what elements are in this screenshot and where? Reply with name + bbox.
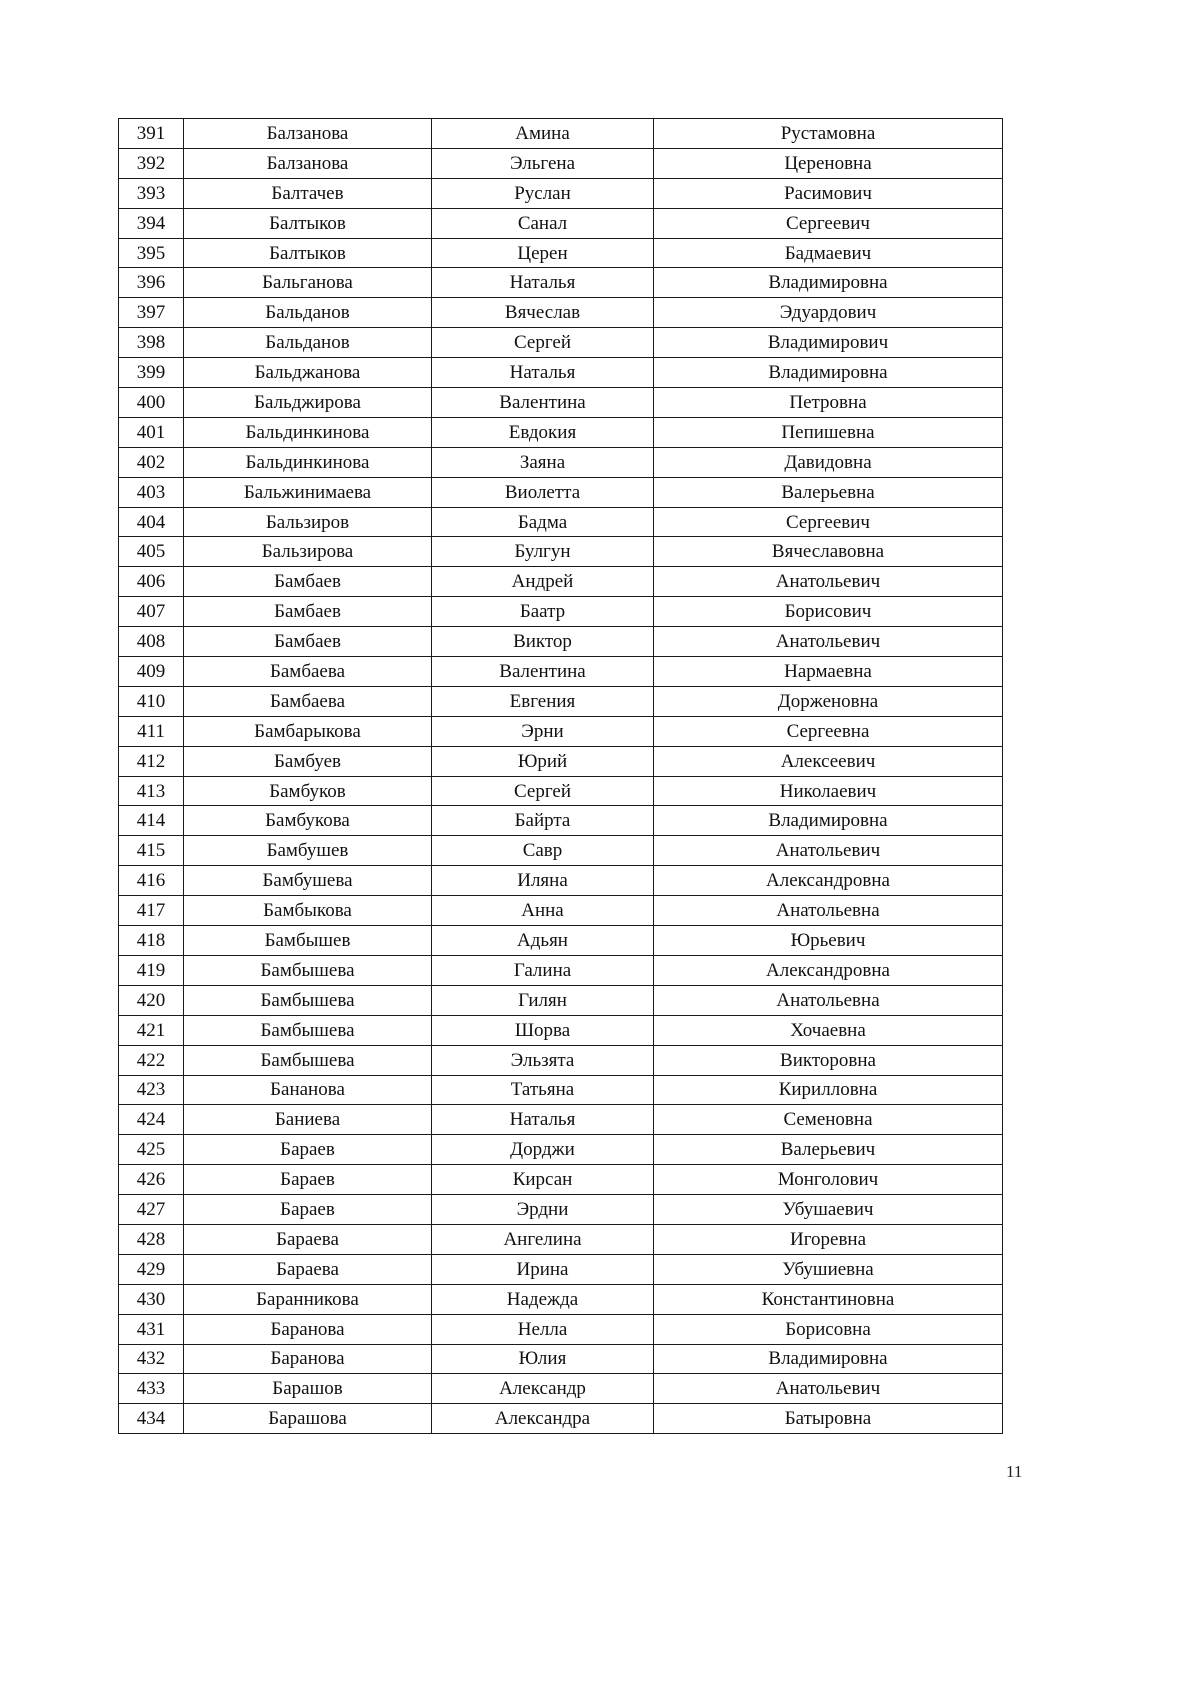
row-number-cell: 404: [119, 507, 184, 537]
patronymic-cell: Сергеевна: [654, 716, 1003, 746]
table-row: [119, 836, 1003, 866]
page-number: 11: [1006, 1462, 1023, 1481]
table-row: [119, 1165, 1003, 1195]
patronymic-cell: Рустамовна: [654, 119, 1003, 149]
last-name-cell: Балтыков: [184, 238, 432, 268]
first-name-cell: Юлия: [432, 1344, 654, 1374]
last-name-cell: Бамбышева: [184, 1045, 432, 1075]
row-number-cell: 391: [119, 119, 184, 149]
first-name-cell: Савр: [432, 836, 654, 866]
patronymic-cell: Нармаевна: [654, 657, 1003, 687]
last-name-cell: Бальджирова: [184, 388, 432, 418]
table-row: [119, 985, 1003, 1015]
row-number-cell: 403: [119, 477, 184, 507]
table-row: [119, 686, 1003, 716]
patronymic-cell: Владимировна: [654, 1344, 1003, 1374]
row-number-cell: 397: [119, 298, 184, 328]
first-name-cell: Евгения: [432, 686, 654, 716]
first-name-cell: Наталья: [432, 268, 654, 298]
last-name-cell: Бамбаев: [184, 627, 432, 657]
last-name-cell: Баранова: [184, 1314, 432, 1344]
row-number-cell: 401: [119, 417, 184, 447]
table-row: [119, 507, 1003, 537]
first-name-cell: Татьяна: [432, 1075, 654, 1105]
table-row: [119, 148, 1003, 178]
last-name-cell: Бальганова: [184, 268, 432, 298]
table-row: [119, 1284, 1003, 1314]
first-name-cell: Руслан: [432, 178, 654, 208]
last-name-cell: Бамбаева: [184, 686, 432, 716]
first-name-cell: Анна: [432, 896, 654, 926]
patronymic-cell: Борисович: [654, 597, 1003, 627]
first-name-cell: Виолетта: [432, 477, 654, 507]
patronymic-cell: Цереновна: [654, 148, 1003, 178]
patronymic-cell: Алексеевич: [654, 746, 1003, 776]
patronymic-cell: Владимировна: [654, 268, 1003, 298]
first-name-cell: Санал: [432, 208, 654, 238]
last-name-cell: Балтыков: [184, 208, 432, 238]
table-row: [119, 657, 1003, 687]
patronymic-cell: Борисовна: [654, 1314, 1003, 1344]
first-name-cell: Эльзята: [432, 1045, 654, 1075]
last-name-cell: Бамбышева: [184, 1015, 432, 1045]
table-row: [119, 298, 1003, 328]
table-row: [119, 1404, 1003, 1434]
first-name-cell: Гилян: [432, 985, 654, 1015]
last-name-cell: Бамбукова: [184, 806, 432, 836]
row-number-cell: 425: [119, 1135, 184, 1165]
row-number-cell: 427: [119, 1195, 184, 1225]
row-number-cell: 429: [119, 1254, 184, 1284]
row-number-cell: 409: [119, 657, 184, 687]
table-row: [119, 1344, 1003, 1374]
patronymic-cell: Анатольевич: [654, 567, 1003, 597]
first-name-cell: Виктор: [432, 627, 654, 657]
row-number-cell: 410: [119, 686, 184, 716]
roster-body: [119, 119, 1003, 1434]
patronymic-cell: Петровна: [654, 388, 1003, 418]
table-row: [119, 1015, 1003, 1045]
name-roster-table: [118, 118, 1003, 1434]
first-name-cell: Бадма: [432, 507, 654, 537]
patronymic-cell: Пепишевна: [654, 417, 1003, 447]
patronymic-cell: Кирилловна: [654, 1075, 1003, 1105]
last-name-cell: Баранникова: [184, 1284, 432, 1314]
first-name-cell: Адьян: [432, 926, 654, 956]
row-number-cell: 398: [119, 328, 184, 358]
patronymic-cell: Батыровна: [654, 1404, 1003, 1434]
patronymic-cell: Хочаевна: [654, 1015, 1003, 1045]
first-name-cell: Шорва: [432, 1015, 654, 1045]
row-number-cell: 413: [119, 776, 184, 806]
first-name-cell: Наталья: [432, 1105, 654, 1135]
first-name-cell: Валентина: [432, 388, 654, 418]
patronymic-cell: Вячеславовна: [654, 537, 1003, 567]
first-name-cell: Нелла: [432, 1314, 654, 1344]
last-name-cell: Барашов: [184, 1374, 432, 1404]
table-row: [119, 926, 1003, 956]
row-number-cell: 421: [119, 1015, 184, 1045]
first-name-cell: Надежда: [432, 1284, 654, 1314]
last-name-cell: Бальзиров: [184, 507, 432, 537]
last-name-cell: Бамбышева: [184, 955, 432, 985]
row-number-cell: 417: [119, 896, 184, 926]
patronymic-cell: Убушиевна: [654, 1254, 1003, 1284]
last-name-cell: Бамбыкова: [184, 896, 432, 926]
table-row: [119, 597, 1003, 627]
first-name-cell: Евдокия: [432, 417, 654, 447]
row-number-cell: 433: [119, 1374, 184, 1404]
row-number-cell: 432: [119, 1344, 184, 1374]
patronymic-cell: Анатольевна: [654, 985, 1003, 1015]
first-name-cell: Кирсан: [432, 1165, 654, 1195]
table-row: [119, 627, 1003, 657]
table-row: [119, 866, 1003, 896]
last-name-cell: Бамбарыкова: [184, 716, 432, 746]
last-name-cell: Бамбуев: [184, 746, 432, 776]
patronymic-cell: Убушаевич: [654, 1195, 1003, 1225]
patronymic-cell: Давидовна: [654, 447, 1003, 477]
last-name-cell: Бамбушева: [184, 866, 432, 896]
table-row: [119, 1075, 1003, 1105]
first-name-cell: Булгун: [432, 537, 654, 567]
table-row: [119, 388, 1003, 418]
row-number-cell: 394: [119, 208, 184, 238]
last-name-cell: Бамбаев: [184, 597, 432, 627]
first-name-cell: Сергей: [432, 328, 654, 358]
table-row: [119, 238, 1003, 268]
first-name-cell: Заяна: [432, 447, 654, 477]
table-row: [119, 178, 1003, 208]
first-name-cell: Эрдни: [432, 1195, 654, 1225]
row-number-cell: 395: [119, 238, 184, 268]
last-name-cell: Балзанова: [184, 148, 432, 178]
last-name-cell: Бальжинимаева: [184, 477, 432, 507]
patronymic-cell: Владимировна: [654, 358, 1003, 388]
table-row: [119, 1105, 1003, 1135]
patronymic-cell: Сергеевич: [654, 507, 1003, 537]
first-name-cell: Эльгена: [432, 148, 654, 178]
row-number-cell: 416: [119, 866, 184, 896]
last-name-cell: Балтачев: [184, 178, 432, 208]
first-name-cell: Юрий: [432, 746, 654, 776]
row-number-cell: 407: [119, 597, 184, 627]
patronymic-cell: Расимович: [654, 178, 1003, 208]
last-name-cell: Балзанова: [184, 119, 432, 149]
row-number-cell: 430: [119, 1284, 184, 1314]
table-row: [119, 567, 1003, 597]
first-name-cell: Наталья: [432, 358, 654, 388]
table-row: [119, 1254, 1003, 1284]
patronymic-cell: Валерьевич: [654, 1135, 1003, 1165]
row-number-cell: 426: [119, 1165, 184, 1195]
table-row: [119, 537, 1003, 567]
first-name-cell: Сергей: [432, 776, 654, 806]
row-number-cell: 422: [119, 1045, 184, 1075]
row-number-cell: 414: [119, 806, 184, 836]
row-number-cell: 411: [119, 716, 184, 746]
table-row: [119, 1135, 1003, 1165]
last-name-cell: Бальданов: [184, 298, 432, 328]
last-name-cell: Бараева: [184, 1254, 432, 1284]
row-number-cell: 392: [119, 148, 184, 178]
last-name-cell: Баранова: [184, 1344, 432, 1374]
first-name-cell: Церен: [432, 238, 654, 268]
table-row: [119, 1374, 1003, 1404]
table-row: [119, 1224, 1003, 1254]
patronymic-cell: Монголович: [654, 1165, 1003, 1195]
first-name-cell: Байрта: [432, 806, 654, 836]
patronymic-cell: Семеновна: [654, 1105, 1003, 1135]
row-number-cell: 402: [119, 447, 184, 477]
row-number-cell: 399: [119, 358, 184, 388]
first-name-cell: Александра: [432, 1404, 654, 1434]
row-number-cell: 415: [119, 836, 184, 866]
row-number-cell: 423: [119, 1075, 184, 1105]
patronymic-cell: Анатольевич: [654, 627, 1003, 657]
patronymic-cell: Константиновна: [654, 1284, 1003, 1314]
first-name-cell: Андрей: [432, 567, 654, 597]
last-name-cell: Бамбушев: [184, 836, 432, 866]
patronymic-cell: Игоревна: [654, 1224, 1003, 1254]
first-name-cell: Эрни: [432, 716, 654, 746]
patronymic-cell: Викторовна: [654, 1045, 1003, 1075]
patronymic-cell: Дорженовна: [654, 686, 1003, 716]
row-number-cell: 408: [119, 627, 184, 657]
last-name-cell: Бальданов: [184, 328, 432, 358]
patronymic-cell: Эдуардович: [654, 298, 1003, 328]
first-name-cell: Александр: [432, 1374, 654, 1404]
table-row: [119, 328, 1003, 358]
row-number-cell: 396: [119, 268, 184, 298]
first-name-cell: Вячеслав: [432, 298, 654, 328]
last-name-cell: Бараева: [184, 1224, 432, 1254]
last-name-cell: Бамбышева: [184, 985, 432, 1015]
table-row: [119, 896, 1003, 926]
patronymic-cell: Валерьевна: [654, 477, 1003, 507]
table-row: [119, 716, 1003, 746]
last-name-cell: Бараев: [184, 1195, 432, 1225]
first-name-cell: Иляна: [432, 866, 654, 896]
row-number-cell: 431: [119, 1314, 184, 1344]
table-row: [119, 746, 1003, 776]
first-name-cell: Галина: [432, 955, 654, 985]
row-number-cell: 420: [119, 985, 184, 1015]
first-name-cell: Амина: [432, 119, 654, 149]
row-number-cell: 400: [119, 388, 184, 418]
patronymic-cell: Анатольевна: [654, 896, 1003, 926]
patronymic-cell: Александровна: [654, 866, 1003, 896]
first-name-cell: Баатр: [432, 597, 654, 627]
table-row: [119, 477, 1003, 507]
row-number-cell: 418: [119, 926, 184, 956]
last-name-cell: Бараев: [184, 1135, 432, 1165]
row-number-cell: 405: [119, 537, 184, 567]
last-name-cell: Бананова: [184, 1075, 432, 1105]
last-name-cell: Барашова: [184, 1404, 432, 1434]
first-name-cell: Дорджи: [432, 1135, 654, 1165]
table-row: [119, 955, 1003, 985]
last-name-cell: Бамбышев: [184, 926, 432, 956]
table-row: [119, 1195, 1003, 1225]
row-number-cell: 428: [119, 1224, 184, 1254]
last-name-cell: Бамбаев: [184, 567, 432, 597]
row-number-cell: 393: [119, 178, 184, 208]
first-name-cell: Ирина: [432, 1254, 654, 1284]
patronymic-cell: Владимирович: [654, 328, 1003, 358]
last-name-cell: Бальзирова: [184, 537, 432, 567]
first-name-cell: Ангелина: [432, 1224, 654, 1254]
row-number-cell: 412: [119, 746, 184, 776]
first-name-cell: Валентина: [432, 657, 654, 687]
last-name-cell: Бараев: [184, 1165, 432, 1195]
table-row: [119, 1045, 1003, 1075]
last-name-cell: Бамбуков: [184, 776, 432, 806]
row-number-cell: 419: [119, 955, 184, 985]
table-row: [119, 776, 1003, 806]
table-row: [119, 268, 1003, 298]
table-row: [119, 1314, 1003, 1344]
table-row: [119, 119, 1003, 149]
patronymic-cell: Юрьевич: [654, 926, 1003, 956]
table-row: [119, 208, 1003, 238]
row-number-cell: 406: [119, 567, 184, 597]
table-row: [119, 417, 1003, 447]
row-number-cell: 434: [119, 1404, 184, 1434]
last-name-cell: Баниева: [184, 1105, 432, 1135]
table-row: [119, 806, 1003, 836]
last-name-cell: Бальджанова: [184, 358, 432, 388]
last-name-cell: Бальдинкинова: [184, 417, 432, 447]
row-number-cell: 424: [119, 1105, 184, 1135]
table-row: [119, 358, 1003, 388]
last-name-cell: Бальдинкинова: [184, 447, 432, 477]
patronymic-cell: Сергеевич: [654, 208, 1003, 238]
table-row: [119, 447, 1003, 477]
last-name-cell: Бамбаева: [184, 657, 432, 687]
patronymic-cell: Александровна: [654, 955, 1003, 985]
patronymic-cell: Анатольевич: [654, 836, 1003, 866]
patronymic-cell: Владимировна: [654, 806, 1003, 836]
patronymic-cell: Бадмаевич: [654, 238, 1003, 268]
patronymic-cell: Николаевич: [654, 776, 1003, 806]
patronymic-cell: Анатольевич: [654, 1374, 1003, 1404]
